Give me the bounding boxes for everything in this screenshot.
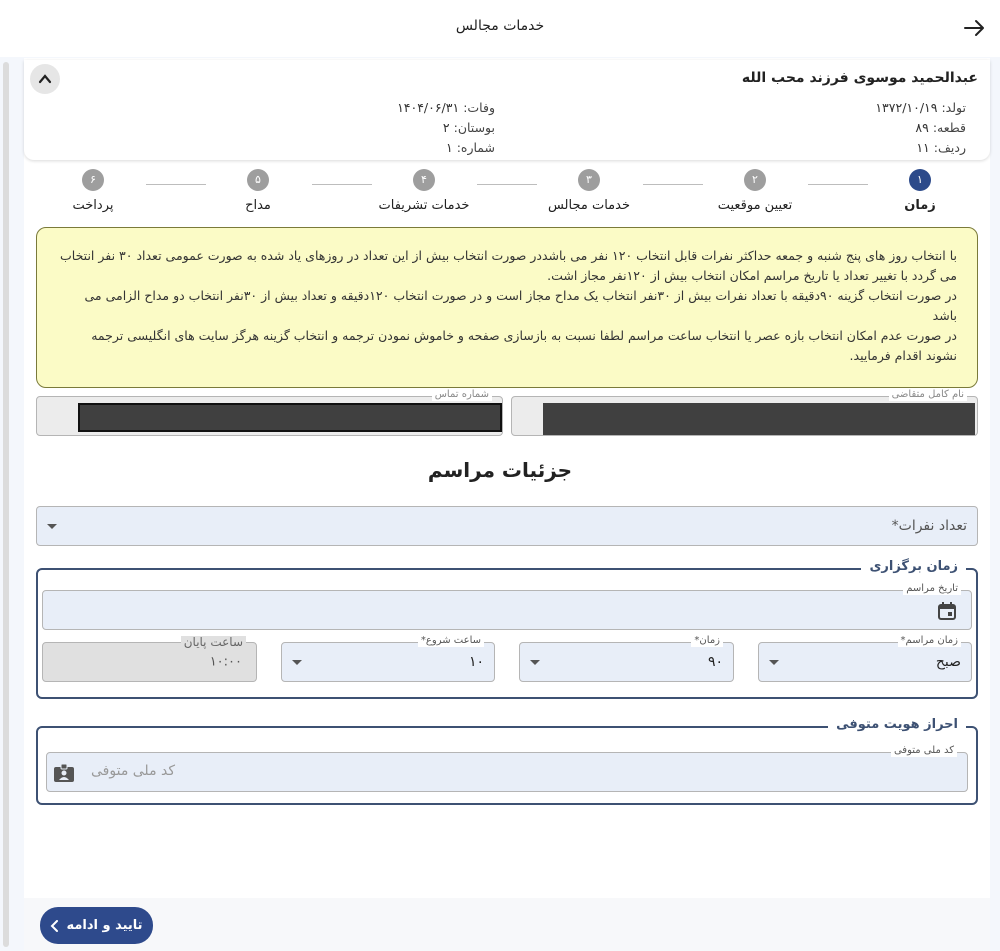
- step-number: ۲: [744, 169, 766, 191]
- section-number: قطعه: ۸۹: [915, 120, 966, 135]
- garden-number: بوستان: ۲: [442, 120, 495, 135]
- step-connector: [146, 184, 206, 185]
- duration-select[interactable]: [519, 635, 734, 682]
- notice-box: [36, 227, 978, 388]
- top-bar: [0, 0, 1000, 57]
- content-panel: [24, 58, 990, 951]
- field-value: ۱۰:۰۰: [209, 654, 242, 670]
- phone-field[interactable]: [36, 389, 503, 436]
- step-number: ۶: [82, 169, 104, 191]
- field-label: کد ملی متوفی: [891, 745, 957, 757]
- dropdown-arrow-icon: [769, 660, 779, 665]
- input-placeholder: کد ملی متوفی: [91, 763, 176, 779]
- select-value: ۹۰: [707, 654, 723, 670]
- id-card-icon: [53, 763, 75, 783]
- calendar-icon[interactable]: [937, 601, 957, 621]
- step-number: ۵: [247, 169, 269, 191]
- back-arrow-icon[interactable]: [962, 16, 986, 40]
- step-ceremony-services[interactable]: [529, 169, 649, 213]
- field-label: زمان*: [691, 635, 723, 647]
- step-location[interactable]: [695, 169, 815, 213]
- step-connector: [312, 184, 372, 185]
- death-date: وفات: ۱۴۰۴/۰۶/۳۱: [397, 100, 495, 115]
- deceased-name: عبدالحمید موسوی فرزند محب الله: [741, 70, 978, 86]
- row-number: ردیف: ۱۱: [916, 140, 966, 155]
- step-connector: [643, 184, 703, 185]
- step-payment[interactable]: [33, 169, 153, 213]
- select-placeholder: تعداد نفرات*: [891, 518, 967, 534]
- chevron-left-icon: [50, 920, 60, 932]
- deceased-info-card: [24, 60, 990, 160]
- start-hour-select[interactable]: [281, 635, 495, 682]
- step-time[interactable]: [860, 169, 980, 213]
- fieldset-legend: زمان برگزاری: [861, 559, 966, 574]
- field-label: شماره تماس: [432, 389, 492, 401]
- field-label: نام کامل متقاضی: [889, 389, 967, 401]
- end-hour-field: [42, 635, 257, 682]
- notice-line: در صورت عدم امکان انتخاب بازه عصر یا انتخاب ساعت مراسم لطفا نسبت به بازسازی صفحه و خاموش نمودن ترجمه و انتخاب گزینه هرگز سایت های انگلیسی ترجمه نشوند اقدام فرمایید.: [91, 328, 957, 363]
- field-label: تاریخ مراسم: [903, 583, 961, 595]
- field-label: زمان مراسم*: [898, 635, 961, 647]
- scrollbar[interactable]: [3, 62, 9, 947]
- ceremony-period-select[interactable]: [758, 635, 972, 682]
- confirm-continue-button[interactable]: [40, 907, 153, 944]
- applicant-name-field[interactable]: [511, 389, 978, 436]
- redacted-value: [78, 403, 502, 432]
- dropdown-arrow-icon: [530, 660, 540, 665]
- select-value: ۱۰: [468, 654, 484, 670]
- step-number: ۴: [413, 169, 435, 191]
- button-label: تایید و ادامه: [66, 918, 143, 933]
- redacted-value: [543, 403, 975, 435]
- birth-date: تولد: ۱۳۷۲/۱۰/۱۹: [875, 100, 966, 115]
- notice-line: در صورت انتخاب گزینه ۹۰دقیقه با تعداد نفرات بیش از ۳۰نفر انتخاب یک مداح مجاز است و در صورت انتخاب ۱۲۰دقیقه و تعداد بیش از ۳۰نفر انتخاب دو مداح الزامی می باشد: [84, 288, 957, 323]
- collapse-button[interactable]: [30, 64, 60, 94]
- step-label: تعیین موقعیت: [717, 198, 793, 213]
- page-title: خدمات مجالس: [455, 18, 545, 34]
- chevron-up-icon: [38, 72, 52, 86]
- field-label: ساعت شروع*: [418, 635, 484, 647]
- select-value: صبح: [935, 654, 961, 670]
- step-formal-services[interactable]: [364, 169, 484, 213]
- notice-line: با انتخاب روز های پنج شنبه و جمعه حداکثر نفرات قابل انتخاب ۱۲۰ نفر می باشددر صورت انتخاب بیش از این تعداد در روزهای یاد شده به صورت عمومی تعداد ۳۰ نفر انتخاب می گردد با تغییر تعداد یا تاریخ مراسم امکان انتخاب بیش از ۱۲۰نفر مجاز اشت.: [60, 248, 957, 283]
- step-label: زمان: [904, 198, 936, 213]
- step-label: پرداخت: [72, 198, 114, 213]
- attendees-select[interactable]: [36, 506, 978, 546]
- ceremony-details-title: جزئیات مراسم: [427, 458, 573, 482]
- ceremony-date-field[interactable]: [42, 583, 972, 630]
- field-label: ساعت پایان: [181, 636, 246, 648]
- step-label: خدمات مجالس: [547, 198, 630, 213]
- fieldset-legend: احراز هویت متوفی: [828, 717, 966, 732]
- step-number: ۱: [909, 169, 931, 191]
- step-connector: [808, 184, 868, 185]
- grave-number: شماره: ۱: [445, 140, 495, 155]
- step-number: ۳: [578, 169, 600, 191]
- step-connector: [477, 184, 537, 185]
- national-code-input[interactable]: [46, 745, 968, 792]
- footer-bar: [24, 898, 990, 951]
- step-label: خدمات تشریفات: [378, 198, 470, 213]
- dropdown-arrow-icon: [292, 660, 302, 665]
- step-eulogist[interactable]: [198, 169, 318, 213]
- step-label: مداح: [245, 198, 271, 213]
- dropdown-arrow-icon: [47, 524, 57, 529]
